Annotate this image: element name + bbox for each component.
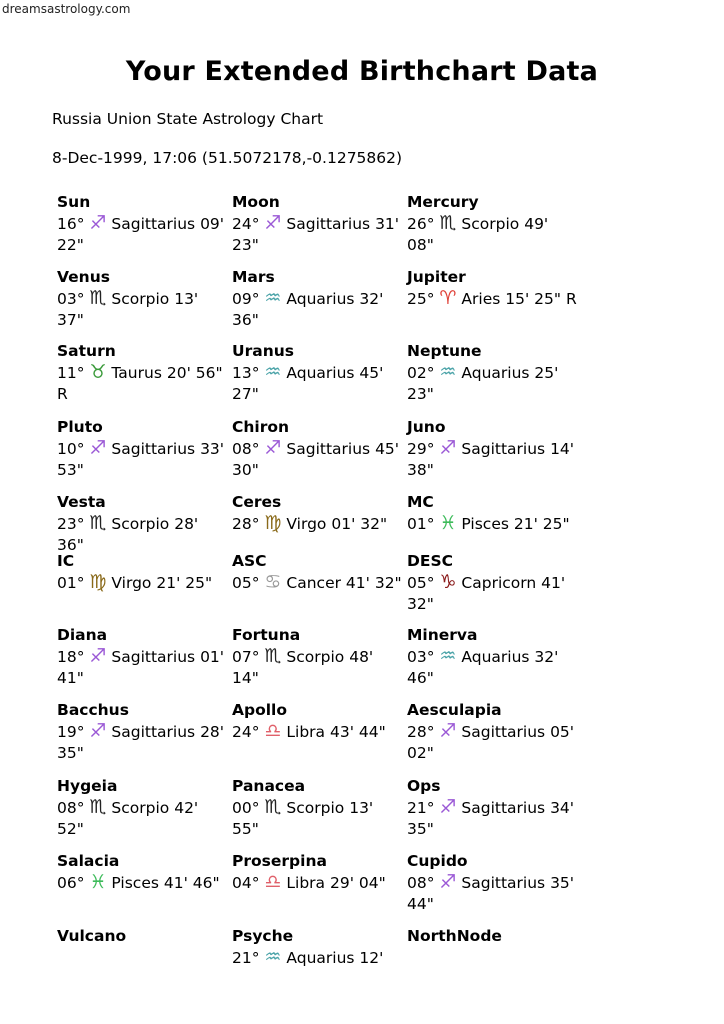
position-text [232, 720, 386, 742]
degree-value: 08° [57, 799, 85, 817]
minutes-seconds: 15' 25" R [505, 290, 577, 308]
minutes-seconds: 45' 30" [232, 440, 400, 479]
sign-name: Taurus [111, 364, 162, 382]
sign-name: Virgo [286, 515, 327, 533]
minutes-seconds: 13' 37" [57, 290, 199, 329]
planet-name: Panacea [232, 777, 306, 795]
planet-entry-asc [232, 551, 402, 594]
position-text [407, 571, 566, 613]
degree-value: 06° [57, 874, 85, 892]
position-text [407, 361, 559, 403]
planet-entry-vesta [57, 492, 227, 556]
degree-value: 03° [57, 290, 85, 308]
planet-entry-chiron [232, 417, 402, 481]
planet-entry-pluto [57, 417, 227, 481]
minutes-seconds: 20' 56" R [57, 364, 223, 403]
chart-date-location: 8-Dec-1999, 17:06 (51.5072178,-0.1275862) [52, 149, 403, 167]
scorpio-sign-icon: ♏︎ [89, 796, 107, 818]
degree-value: 26° [407, 215, 435, 233]
position-text [232, 645, 374, 687]
minutes-seconds: 45' 27" [232, 364, 384, 403]
degree-value: 25° [407, 290, 435, 308]
planet-entry-neptune [407, 341, 577, 405]
degree-value: 02° [407, 364, 435, 382]
minutes-seconds: 21' 25" [513, 515, 570, 533]
site-url: dreamsastrology.com [2, 2, 131, 16]
minutes-seconds: 14' 38" [407, 440, 575, 479]
sagittarius-sign-icon: ♐︎ [89, 645, 107, 667]
position-text [407, 645, 559, 687]
minutes-seconds: 32' 46" [407, 648, 559, 687]
scorpio-sign-icon: ♏︎ [439, 212, 457, 234]
scorpio-sign-icon: ♏︎ [89, 287, 107, 309]
position-text [232, 571, 402, 593]
planet-name: Ops [407, 777, 441, 795]
sign-name: Scorpio [286, 799, 345, 817]
aquarius-sign-icon: ♒︎ [264, 946, 282, 968]
degree-value: 08° [407, 874, 435, 892]
sagittarius-sign-icon: ♐︎ [264, 437, 282, 459]
sign-name: Scorpio [111, 799, 170, 817]
sign-name: Aquarius [286, 949, 355, 967]
sagittarius-sign-icon: ♐︎ [439, 871, 457, 893]
sagittarius-sign-icon: ♐︎ [89, 437, 107, 459]
position-text [232, 212, 400, 254]
planet-entry-diana [57, 625, 227, 689]
planet-name: Ceres [232, 493, 282, 511]
sign-name: Scorpio [461, 215, 520, 233]
minutes-seconds: 21' 25" [156, 574, 213, 592]
planet-name: Hygeia [57, 777, 118, 795]
minutes-seconds: 32' 36" [232, 290, 384, 329]
planet-name: Mars [232, 268, 275, 286]
sign-name: Sagittarius [286, 215, 371, 233]
sagittarius-sign-icon: ♐︎ [89, 720, 107, 742]
planet-name: Moon [232, 193, 280, 211]
planet-name: Uranus [232, 342, 294, 360]
planet-name: Apollo [232, 701, 288, 719]
planet-name: Mercury [407, 193, 479, 211]
planet-entry-apollo [232, 700, 402, 743]
planet-name: Fortuna [232, 626, 301, 644]
sign-name: Sagittarius [111, 648, 196, 666]
planet-name: ASC [232, 552, 267, 570]
degree-value: 24° [232, 723, 260, 741]
degree-value: 10° [57, 440, 85, 458]
degree-value: 09° [232, 290, 260, 308]
position-text [57, 571, 213, 593]
minutes-seconds: 28' 35" [57, 723, 225, 762]
sign-name: Aries [461, 290, 501, 308]
sign-name: Scorpio [111, 290, 170, 308]
degree-value: 18° [57, 648, 85, 666]
position-text [57, 212, 225, 254]
position-text [57, 512, 199, 554]
degree-value: 28° [232, 515, 260, 533]
position-text [57, 645, 225, 687]
sign-name: Aquarius [461, 648, 530, 666]
position-text [57, 437, 225, 479]
minutes-seconds: 05' 02" [407, 723, 575, 762]
sign-name: Capricorn [461, 574, 537, 592]
minutes-seconds: 49' 08" [407, 215, 549, 254]
degree-value: 04° [232, 874, 260, 892]
planet-entry-moon [232, 192, 402, 256]
planet-name: Vulcano [57, 927, 127, 945]
planet-entry-ops [407, 776, 577, 840]
libra-sign-icon: ♎︎ [264, 720, 282, 742]
planet-entry-hygeia [57, 776, 227, 840]
planet-name: NorthNode [407, 927, 502, 945]
planet-entry-vulcano [57, 926, 227, 947]
sign-name: Sagittarius [461, 799, 546, 817]
position-text [407, 212, 549, 254]
planet-name: Neptune [407, 342, 482, 360]
minutes-seconds: 25' 23" [407, 364, 559, 403]
planet-name: IC [57, 552, 75, 570]
sagittarius-sign-icon: ♐︎ [439, 437, 457, 459]
minutes-seconds: 01' 41" [57, 648, 225, 687]
chart-name: Russia Union State Astrology Chart [52, 110, 324, 128]
cancer-sign-icon: ♋︎ [264, 571, 282, 593]
degree-value: 08° [232, 440, 260, 458]
planet-name: Venus [57, 268, 110, 286]
minutes-seconds: 48' 14" [232, 648, 374, 687]
planet-entry-saturn [57, 341, 227, 405]
planet-entry-northnode [407, 926, 577, 947]
degree-value: 00° [232, 799, 260, 817]
minutes-seconds: 35' 44" [407, 874, 575, 913]
aquarius-sign-icon: ♒︎ [439, 645, 457, 667]
virgo-sign-icon: ♍︎ [264, 512, 282, 534]
minutes-seconds: 31' 23" [232, 215, 400, 254]
position-text [407, 287, 577, 309]
position-text [57, 287, 199, 329]
minutes-seconds: 34' 35" [407, 799, 575, 838]
planet-name: Saturn [57, 342, 116, 360]
minutes-seconds: 42' 52" [57, 799, 199, 838]
planet-name: Proserpina [232, 852, 327, 870]
planet-name: DESC [407, 552, 453, 570]
position-text [232, 361, 384, 403]
sign-name: Cancer [286, 574, 341, 592]
degree-value: 01° [407, 515, 435, 533]
degree-value: 28° [407, 723, 435, 741]
degree-value: 05° [232, 574, 260, 592]
planet-name: Pluto [57, 418, 103, 436]
degree-value: 19° [57, 723, 85, 741]
planet-entry-proserpina [232, 851, 402, 894]
aquarius-sign-icon: ♒︎ [264, 287, 282, 309]
minutes-seconds: 29' 04" [330, 874, 386, 892]
position-text [232, 796, 374, 838]
planet-entry-fortuna [232, 625, 402, 689]
degree-value: 29° [407, 440, 435, 458]
sagittarius-sign-icon: ♐︎ [439, 720, 457, 742]
planet-entry-juno [407, 417, 577, 481]
planet-entry-mc [407, 492, 577, 535]
minutes-seconds: 41' 32" [345, 574, 402, 592]
planet-entry-mars [232, 267, 402, 331]
sign-name: Aquarius [286, 290, 355, 308]
minutes-seconds: 41' 32" [407, 574, 566, 613]
sign-name: Sagittarius [461, 874, 546, 892]
position-text [407, 871, 575, 913]
scorpio-sign-icon: ♏︎ [264, 645, 282, 667]
planet-name: Salacia [57, 852, 120, 870]
minutes-seconds: 33' 53" [57, 440, 225, 479]
position-text [232, 512, 388, 534]
position-text [232, 946, 384, 968]
sign-name: Sagittarius [111, 440, 196, 458]
minutes-seconds: 13' 55" [232, 799, 374, 838]
planet-name: Jupiter [407, 268, 466, 286]
position-text [232, 871, 386, 893]
sign-name: Aquarius [461, 364, 530, 382]
position-text [232, 437, 400, 479]
aries-sign-icon: ♈︎ [439, 287, 457, 309]
planet-name: Diana [57, 626, 108, 644]
planet-entry-minerva [407, 625, 577, 689]
minutes-seconds: 43' 44" [330, 723, 386, 741]
planet-name: MC [407, 493, 434, 511]
libra-sign-icon: ♎︎ [264, 871, 282, 893]
scorpio-sign-icon: ♏︎ [264, 796, 282, 818]
planet-entry-panacea [232, 776, 402, 840]
degree-value: 13° [232, 364, 260, 382]
degree-value: 23° [57, 515, 85, 533]
position-text [57, 871, 220, 893]
position-text [407, 437, 575, 479]
sign-name: Sagittarius [111, 723, 196, 741]
planet-name: Psyche [232, 927, 294, 945]
planet-entry-psyche [232, 926, 402, 969]
degree-value: 21° [407, 799, 435, 817]
planet-name: Minerva [407, 626, 478, 644]
degree-value: 16° [57, 215, 85, 233]
planet-entry-ceres [232, 492, 402, 535]
planet-name: Aesculapia [407, 701, 502, 719]
planet-name: Chiron [232, 418, 290, 436]
pisces-sign-icon: ♓︎ [439, 512, 457, 534]
sagittarius-sign-icon: ♐︎ [264, 212, 282, 234]
capricorn-sign-icon: ♑︎ [439, 571, 457, 593]
sign-name: Scorpio [286, 648, 345, 666]
minutes-seconds: 09' 22" [57, 215, 225, 254]
sagittarius-sign-icon: ♐︎ [89, 212, 107, 234]
position-text [57, 720, 225, 762]
planet-entry-desc [407, 551, 577, 615]
degree-value: 11° [57, 364, 85, 382]
sign-name: Sagittarius [111, 215, 196, 233]
sign-name: Scorpio [111, 515, 170, 533]
degree-value: 01° [57, 574, 85, 592]
minutes-seconds: 28' 36" [57, 515, 199, 554]
pisces-sign-icon: ♓︎ [89, 871, 107, 893]
planet-name: Cupido [407, 852, 468, 870]
planet-name: Bacchus [57, 701, 129, 719]
sign-name: Libra [286, 874, 326, 892]
sagittarius-sign-icon: ♐︎ [439, 796, 457, 818]
degree-value: 03° [407, 648, 435, 666]
position-text [407, 720, 575, 762]
page-title: Your Extended Birthchart Data [125, 56, 599, 87]
minutes-seconds: 12' [359, 949, 384, 967]
aquarius-sign-icon: ♒︎ [264, 361, 282, 383]
sign-name: Sagittarius [286, 440, 371, 458]
degree-value: 07° [232, 648, 260, 666]
aquarius-sign-icon: ♒︎ [439, 361, 457, 383]
sign-name: Aquarius [286, 364, 355, 382]
sign-name: Libra [286, 723, 326, 741]
virgo-sign-icon: ♍︎ [89, 571, 107, 593]
degree-value: 21° [232, 949, 260, 967]
sign-name: Pisces [111, 874, 159, 892]
sign-name: Sagittarius [461, 723, 546, 741]
position-text [57, 361, 223, 403]
planet-entry-salacia [57, 851, 227, 894]
scorpio-sign-icon: ♏︎ [89, 512, 107, 534]
planet-entry-mercury [407, 192, 577, 256]
degree-value: 05° [407, 574, 435, 592]
planet-name: Sun [57, 193, 91, 211]
planet-entry-ic [57, 551, 227, 594]
sign-name: Pisces [461, 515, 509, 533]
planet-name: Vesta [57, 493, 106, 511]
position-text [407, 512, 570, 534]
planet-entry-bacchus [57, 700, 227, 764]
degree-value: 24° [232, 215, 260, 233]
position-text [57, 796, 199, 838]
minutes-seconds: 41' 46" [163, 874, 220, 892]
sign-name: Virgo [111, 574, 152, 592]
position-text [407, 796, 575, 838]
minutes-seconds: 01' 32" [331, 515, 388, 533]
sign-name: Sagittarius [461, 440, 546, 458]
planet-name: Juno [407, 418, 446, 436]
taurus-sign-icon: ♉︎ [89, 361, 107, 383]
planet-entry-uranus [232, 341, 402, 405]
planet-entry-aesculapia [407, 700, 577, 764]
planet-entry-cupido [407, 851, 577, 915]
position-text [232, 287, 384, 329]
planet-entry-jupiter [407, 267, 577, 310]
planet-entry-sun [57, 192, 227, 256]
planet-entry-venus [57, 267, 227, 331]
